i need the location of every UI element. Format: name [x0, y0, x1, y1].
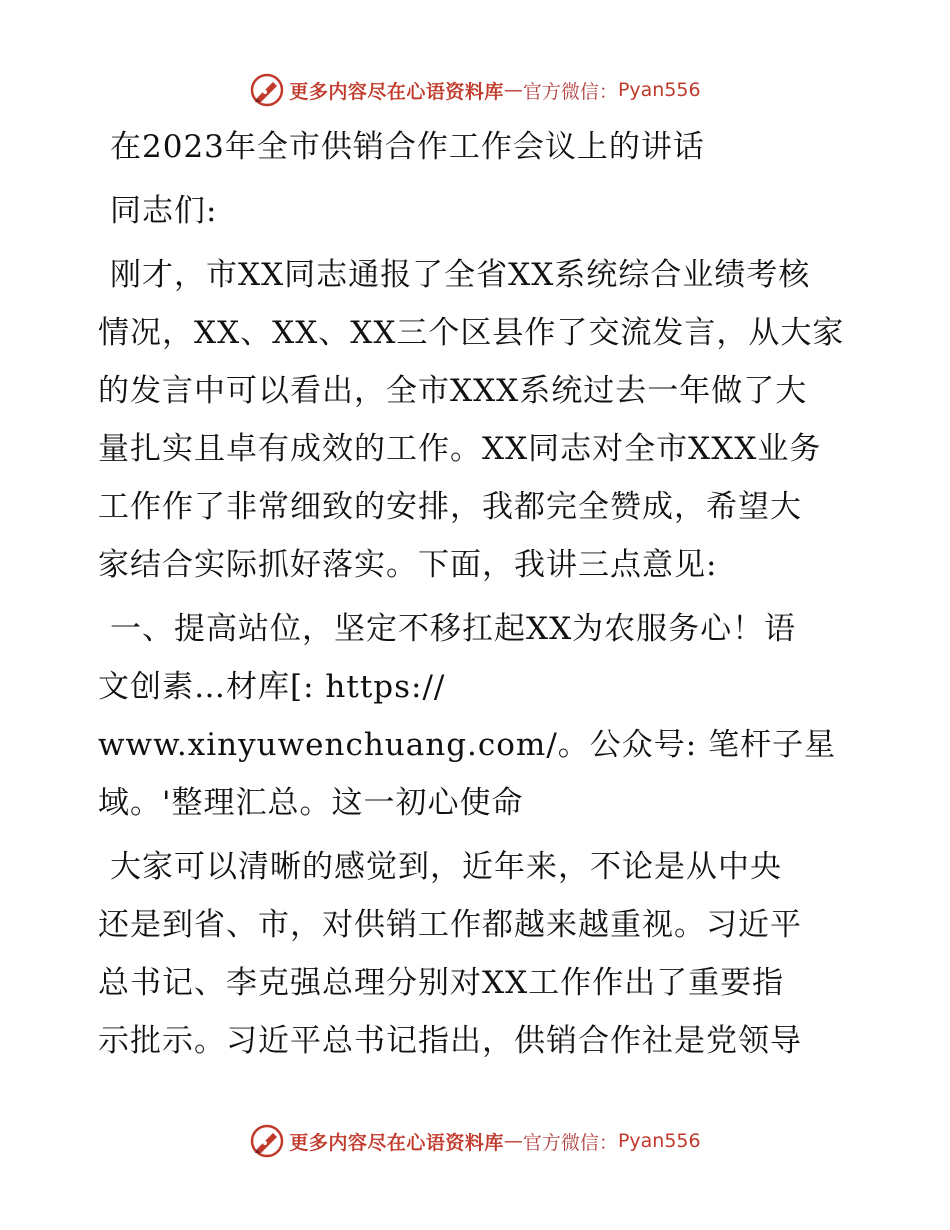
paragraph-line: 一、提高站位，坚定不移扛起XX为农服务心！语 [110, 611, 797, 647]
header-watermark-banner [0, 70, 950, 110]
paragraph-line: 文创素…材库[: https:// [98, 669, 446, 705]
banner-wechat-id: Pyan556 [617, 1130, 701, 1152]
paragraph-line: 域。'整理汇总。这一初心使命 [98, 785, 524, 821]
pen-logo-icon [249, 1123, 285, 1159]
paragraph-line: 的发言中可以看出，全市XXX系统过去一年做了大 [98, 373, 808, 409]
banner-dash: — [503, 1130, 523, 1152]
paragraph-line: 刚才，市XX同志通报了全省XX系统综合业绩考核 [110, 257, 811, 293]
paragraph-line: 家结合实际抓好落实。下面，我讲三点意见: [98, 547, 718, 583]
paragraph-2 [98, 838, 868, 1070]
document-body [98, 118, 868, 1070]
paragraph-1 [98, 246, 868, 594]
banner-dash: — [503, 79, 523, 101]
banner-suffix: 官方微信： [522, 1131, 618, 1154]
paragraph-line: 工作作了非常细致的安排，我都完全赞成，希望大 [98, 489, 802, 525]
pen-logo-icon [249, 72, 285, 108]
paragraph-line: 总书记、李克强总理分别对XX工作作出了重要指 [98, 965, 785, 1001]
section-heading-1 [98, 600, 868, 832]
paragraph-line: 大家可以清晰的感觉到，近年来，不论是从中央 [110, 849, 782, 885]
paragraph-line: www.xinyuwenchuang.com/。公众号: 笔杆子星 [98, 727, 837, 763]
paragraph-line: 量扎实且卓有成效的工作。XX同志对全市XXX业务 [98, 431, 822, 467]
banner-text: 更多内容尽在心语资料库 [289, 80, 504, 103]
banner-text: 更多内容尽在心语资料库 [289, 1131, 504, 1154]
footer-watermark-banner [0, 1121, 950, 1161]
paragraph-line: 还是到省、市，对供销工作都越来越重视。习近平 [98, 907, 802, 943]
banner-wechat-id: Pyan556 [617, 79, 701, 101]
document-title: 在2023年全市供销合作工作会议上的讲话 [110, 129, 705, 165]
paragraph-line: 示批示。习近平总书记指出，供销合作社是党领导 [98, 1023, 802, 1059]
salutation: 同志们: [110, 193, 218, 229]
paragraph-line: 情况，XX、XX、XX三个区县作了交流发言，从大家 [98, 315, 845, 351]
banner-suffix: 官方微信： [522, 80, 618, 103]
